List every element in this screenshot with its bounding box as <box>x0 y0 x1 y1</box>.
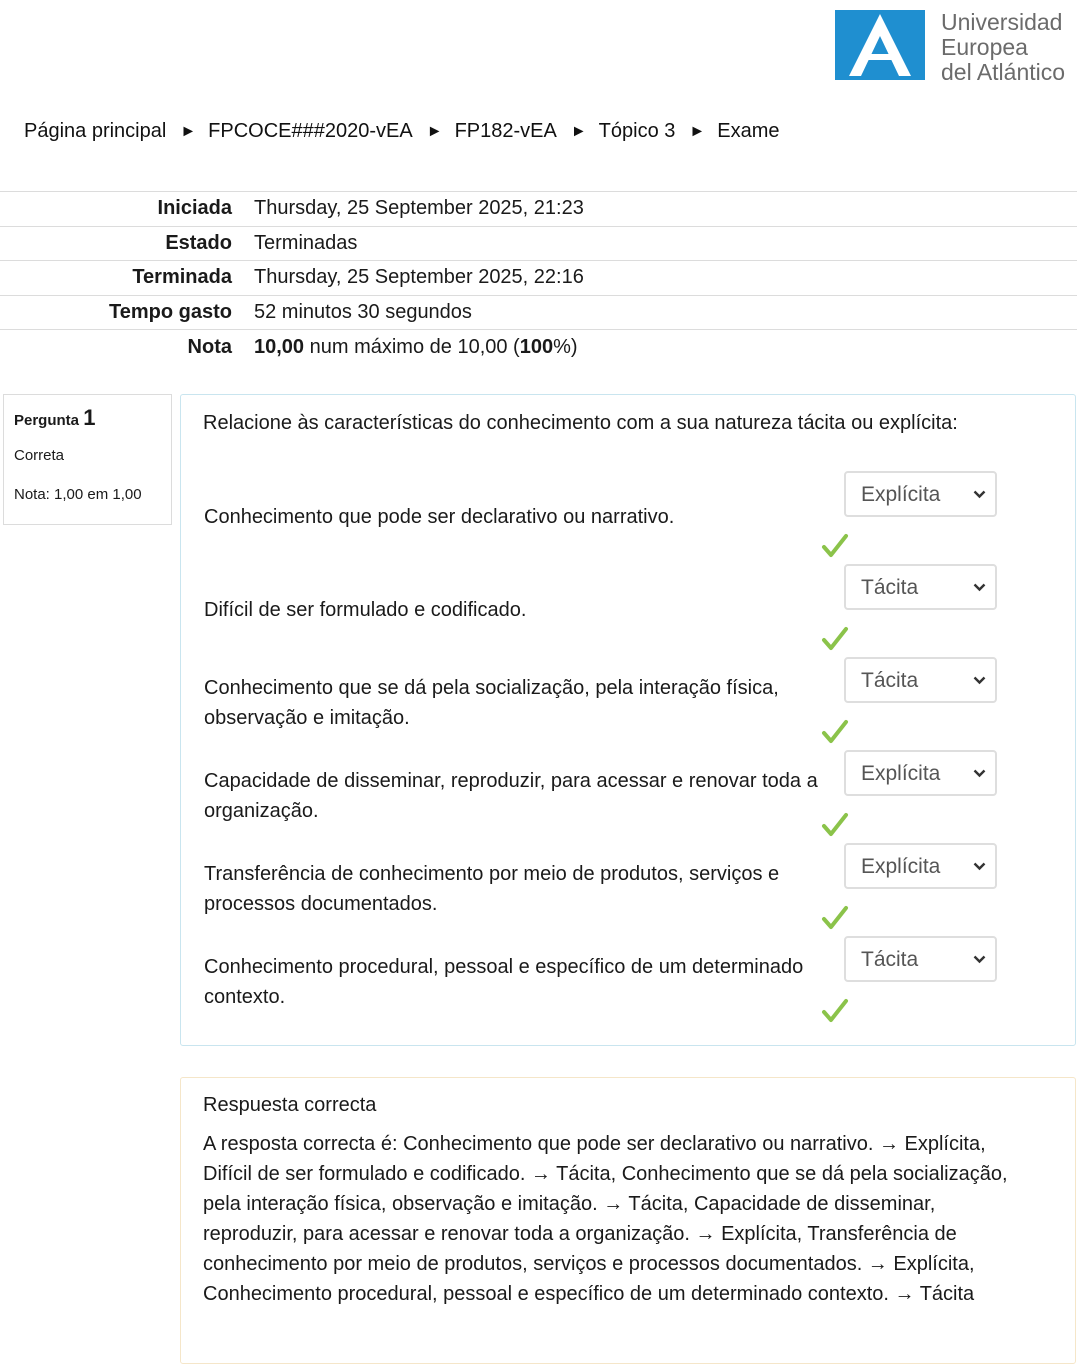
breadcrumb <box>24 120 779 143</box>
match-label: Conhecimento que pode ser declarativo ou narrativo. <box>204 506 675 528</box>
match-row <box>181 936 1075 1029</box>
question-number <box>14 405 161 431</box>
correct-check-icon <box>821 626 849 652</box>
summary-value: Terminadas <box>254 231 358 254</box>
correct-answer-feedback <box>180 1077 1076 1364</box>
match-label: Capacidade de disseminar, reproduzir, para acessar e renovar toda a organização. <box>204 770 818 822</box>
correct-check-icon <box>821 998 849 1024</box>
answer-select[interactable] <box>844 564 997 610</box>
answer-select[interactable] <box>844 936 997 982</box>
chevron-down-icon <box>973 862 986 871</box>
match-row <box>181 750 1075 843</box>
answer-select-value: Explícita <box>861 855 941 878</box>
summary-label: Estado <box>165 231 232 254</box>
chevron-down-icon <box>973 955 986 964</box>
breadcrumb-separator: ► <box>180 123 197 140</box>
grade-max-text: num máximo de 10,00 ( <box>304 336 520 359</box>
breadcrumb-module[interactable]: FP182-vEA <box>454 120 557 142</box>
summary-row-completed <box>0 261 1077 296</box>
summary-row-time-taken <box>0 296 1077 331</box>
summary-row-started <box>0 192 1077 227</box>
answer-select-value: Explícita <box>861 762 941 785</box>
question-number-value: 1 <box>83 405 96 430</box>
answer-select[interactable] <box>844 750 997 796</box>
correct-check-icon <box>821 905 849 931</box>
breadcrumb-home[interactable]: Página principal <box>24 120 167 142</box>
breadcrumb-course[interactable]: FPCOCE###2020-vEA <box>208 120 413 142</box>
question-grade: Nota: 1,00 em 1,00 <box>14 486 142 503</box>
answer-select-value: Tácita <box>861 669 919 692</box>
logo-text <box>941 10 1065 85</box>
answer-select-value: Explícita <box>861 483 941 506</box>
summary-row-state <box>0 227 1077 262</box>
question-info-box <box>3 394 172 525</box>
match-label: Conhecimento procedural, pessoal e específico de um determinado contexto. <box>204 956 804 1008</box>
chevron-down-icon <box>973 769 986 778</box>
correct-check-icon <box>821 719 849 745</box>
summary-label: Iniciada <box>157 197 232 220</box>
summary-label: Tempo gasto <box>109 301 232 324</box>
summary-row-grade <box>0 330 1077 365</box>
match-row <box>181 564 1075 657</box>
chevron-down-icon <box>973 676 986 685</box>
correct-check-icon <box>821 812 849 838</box>
question-content <box>180 394 1076 1046</box>
match-row <box>181 657 1075 750</box>
university-logo[interactable] <box>835 9 1075 85</box>
answer-select[interactable] <box>844 471 997 517</box>
breadcrumb-topic[interactable]: Tópico 3 <box>598 120 676 142</box>
answer-select-value: Tácita <box>861 948 919 971</box>
summary-label: Nota <box>187 336 232 359</box>
chevron-down-icon <box>973 583 986 592</box>
summary-label: Terminada <box>132 266 232 289</box>
grade-percent: 100 <box>519 336 554 359</box>
answer-select[interactable] <box>844 657 997 703</box>
breadcrumb-exam[interactable]: Exame <box>717 120 780 142</box>
question-prefix: Pergunta <box>14 412 84 429</box>
question-state: Correta <box>14 447 65 464</box>
logo-line-2: Europea <box>941 34 1028 60</box>
match-label: Difícil de ser formulado e codificado. <box>204 599 527 621</box>
feedback-text: A resposta correcta é: Conhecimento que pode ser declarativo ou narrativo. → Explícita, Difícil de ser formulado e codificado. → Tácita, Conhecimento que se dá pela socialização, pela interação física, observação e imitação. → Tácita, Capacidade de disseminar, reproduzir, para acessar e renovar toda a organização. → Explícita, Transferência de conhecimento por meio de produtos, serviços e processos documentados. → Explícita, Conhecimento procedural, pessoal e específico de um determinado contexto. → Tácita <box>203 1133 1008 1305</box>
answer-select[interactable] <box>844 843 997 889</box>
summary-value <box>232 336 578 359</box>
question-text: Relacione às características do conhecimento com a sua natureza tácita ou explícita: <box>203 412 958 434</box>
breadcrumb-separator: ► <box>426 123 443 140</box>
correct-check-icon <box>821 533 849 559</box>
match-row <box>181 843 1075 936</box>
grade-score: 10,00 <box>254 336 305 359</box>
logo-line-1: Universidad <box>941 9 1063 35</box>
summary-value: Thursday, 25 September 2025, 21:23 <box>254 197 584 220</box>
breadcrumb-separator: ► <box>570 123 587 140</box>
match-label: Conhecimento que se dá pela socialização, pela interação física, observação e imitação. <box>204 677 779 729</box>
attempt-summary-table <box>0 191 1077 365</box>
chevron-down-icon <box>973 490 986 499</box>
summary-value: 52 minutos 30 segundos <box>254 301 472 324</box>
logo-mark <box>835 10 925 80</box>
grade-percent-suffix: %) <box>553 336 578 359</box>
answer-select-value: Tácita <box>861 576 919 599</box>
match-label: Transferência de conhecimento por meio de produtos, serviços e processos documentados. <box>204 863 780 915</box>
match-row <box>181 471 1075 564</box>
summary-value: Thursday, 25 September 2025, 22:16 <box>254 266 584 289</box>
logo-line-3: del Atlántico <box>941 59 1066 85</box>
breadcrumb-separator: ► <box>689 123 706 140</box>
feedback-title: Respuesta correcta <box>203 1094 377 1116</box>
